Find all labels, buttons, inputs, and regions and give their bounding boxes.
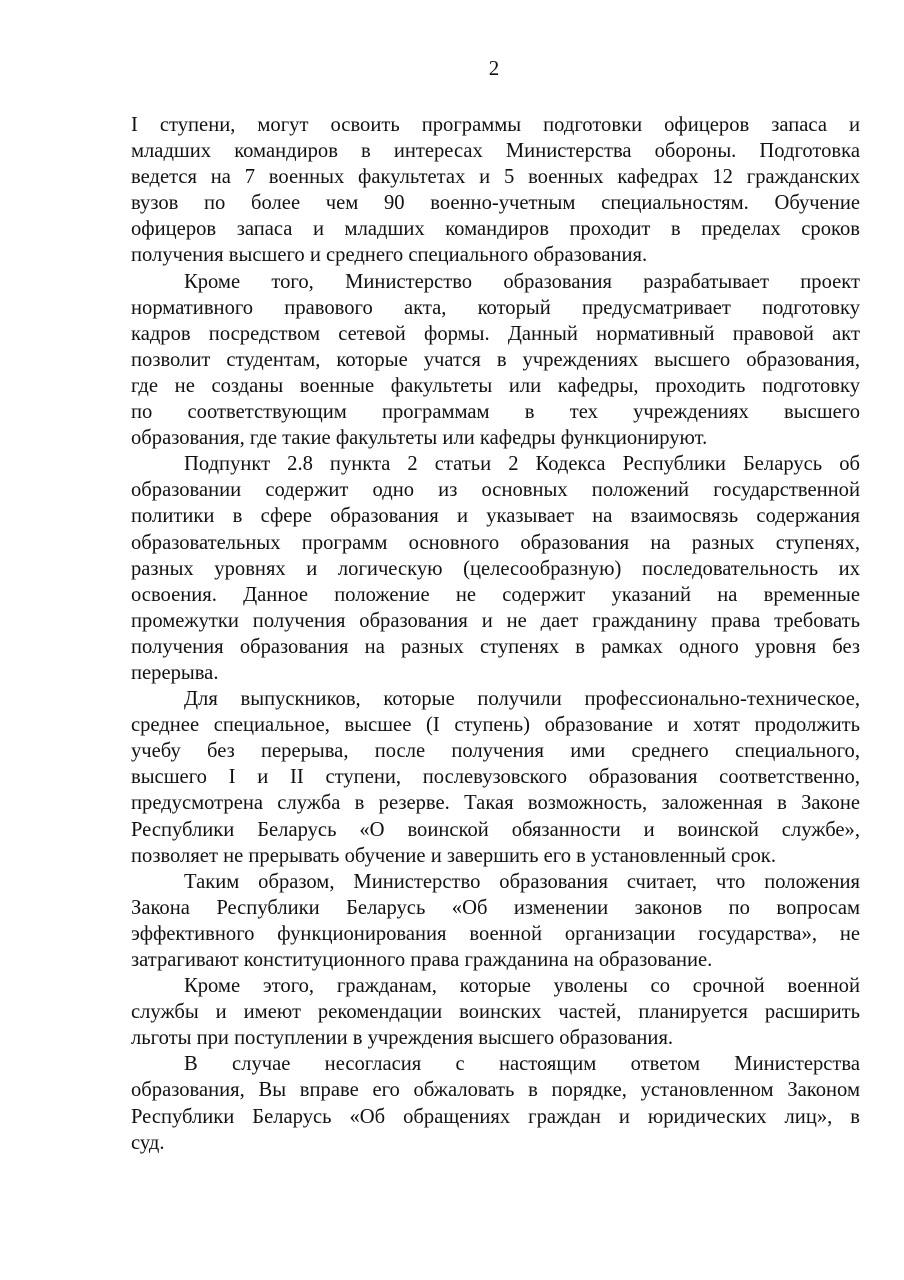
text-line: суд.	[131, 1131, 165, 1154]
text-line: I ступени, могут освоить программы подготовки офицеров запаса и	[131, 114, 860, 136]
text-line: вузов по более чем 90 военно-учетным специальностям. Обучение	[131, 192, 860, 215]
document-body	[131, 112, 860, 1156]
text-line: Таким образом, Министерство образования считает, что положения	[184, 870, 860, 893]
text-line: высшего I и II ступени, послевузовского образования соответственно,	[131, 766, 860, 789]
text-line: младших командиров в интересах Министерства обороны. Подготовка	[131, 140, 860, 163]
text-line: получения образования на разных ступенях в рамках одного уровня без	[131, 635, 860, 658]
text-line: разных уровнях и логическую (целесообразную) последовательность их	[131, 557, 860, 580]
paragraph	[131, 269, 860, 452]
text-line: освоения. Данное положение не содержит указаний на временные	[131, 583, 860, 606]
text-line: перерыва.	[131, 661, 219, 684]
text-line: службы и имеют рекомендации воинских частей, планируется расширить	[131, 1001, 860, 1024]
text-line: В случае несогласия с настоящим ответом Министерства	[184, 1053, 860, 1076]
text-line: позволит студентам, которые учатся в учреждениях высшего образования,	[131, 348, 860, 371]
text-line: получения высшего и среднего специального образования.	[131, 244, 648, 267]
text-line: учебу без перерыва, после получения ими среднего специального,	[131, 740, 860, 763]
paragraph	[131, 1051, 860, 1155]
text-line: кадров посредством сетевой формы. Данный нормативный правовой акт	[131, 322, 860, 345]
text-line: Кроме этого, гражданам, которые уволены со срочной военной	[184, 975, 860, 998]
text-line: образовании содержит одно из основных положений государственной	[131, 479, 860, 502]
text-line: ведется на 7 военных факультетах и 5 военных кафедрах 12 гражданских	[131, 166, 860, 189]
text-line: позволяет не прерывать обучение и завершить его в установленный срок.	[131, 844, 776, 867]
text-line: предусмотрена служба в резерве. Такая возможность, заложенная в Законе	[131, 792, 860, 815]
text-line: офицеров запаса и младших командиров проходит в пределах сроков	[131, 218, 860, 241]
text-line: Для выпускников, которые получили профессионально-техническое,	[184, 688, 860, 711]
text-line: Подпункт 2.8 пункта 2 статьи 2 Кодекса Республики Беларусь об	[184, 453, 860, 476]
paragraph	[131, 973, 860, 1051]
text-line: по соответствующим программам в тех учреждениях высшего	[131, 401, 860, 424]
text-line: Республики Беларусь «Об обращениях граждан и юридических лиц», в	[131, 1105, 860, 1128]
paragraph	[131, 686, 860, 869]
text-line: где не созданы военные факультеты или кафедры, проходить подготовку	[131, 374, 860, 397]
text-line: образовательных программ основного образования на разных ступенях,	[131, 531, 860, 554]
text-line: Закона Республики Беларусь «Об изменении законов по вопросам	[131, 896, 860, 919]
text-line: нормативного правового акта, который предусматривает подготовку	[131, 296, 860, 319]
text-line: Кроме того, Министерство образования разрабатывает проект	[184, 270, 860, 293]
text-line: льготы при поступлении в учреждения высшего образования.	[131, 1027, 674, 1050]
text-line: образования, Вы вправе его обжаловать в порядке, установленном Законом	[131, 1079, 860, 1102]
text-line: образования, где такие факультеты или кафедры функционируют.	[131, 427, 708, 450]
paragraph	[131, 451, 860, 686]
paragraph	[131, 869, 860, 973]
text-line: политики в сфере образования и указывает на взаимосвязь содержания	[131, 505, 860, 528]
paragraph	[131, 112, 860, 269]
text-line: промежутки получения образования и не дает гражданину права требовать	[131, 609, 860, 632]
text-line: затрагивают конституционного права гражданина на образование.	[131, 949, 713, 971]
text-line: Республики Беларусь «О воинской обязанности и воинской службе»,	[131, 818, 860, 841]
text-line: эффективного функционирования военной организации государства», не	[131, 922, 860, 945]
page-number: 2	[488, 56, 500, 80]
text-line: среднее специальное, высшее (I ступень) образование и хотят продолжить	[131, 714, 860, 737]
